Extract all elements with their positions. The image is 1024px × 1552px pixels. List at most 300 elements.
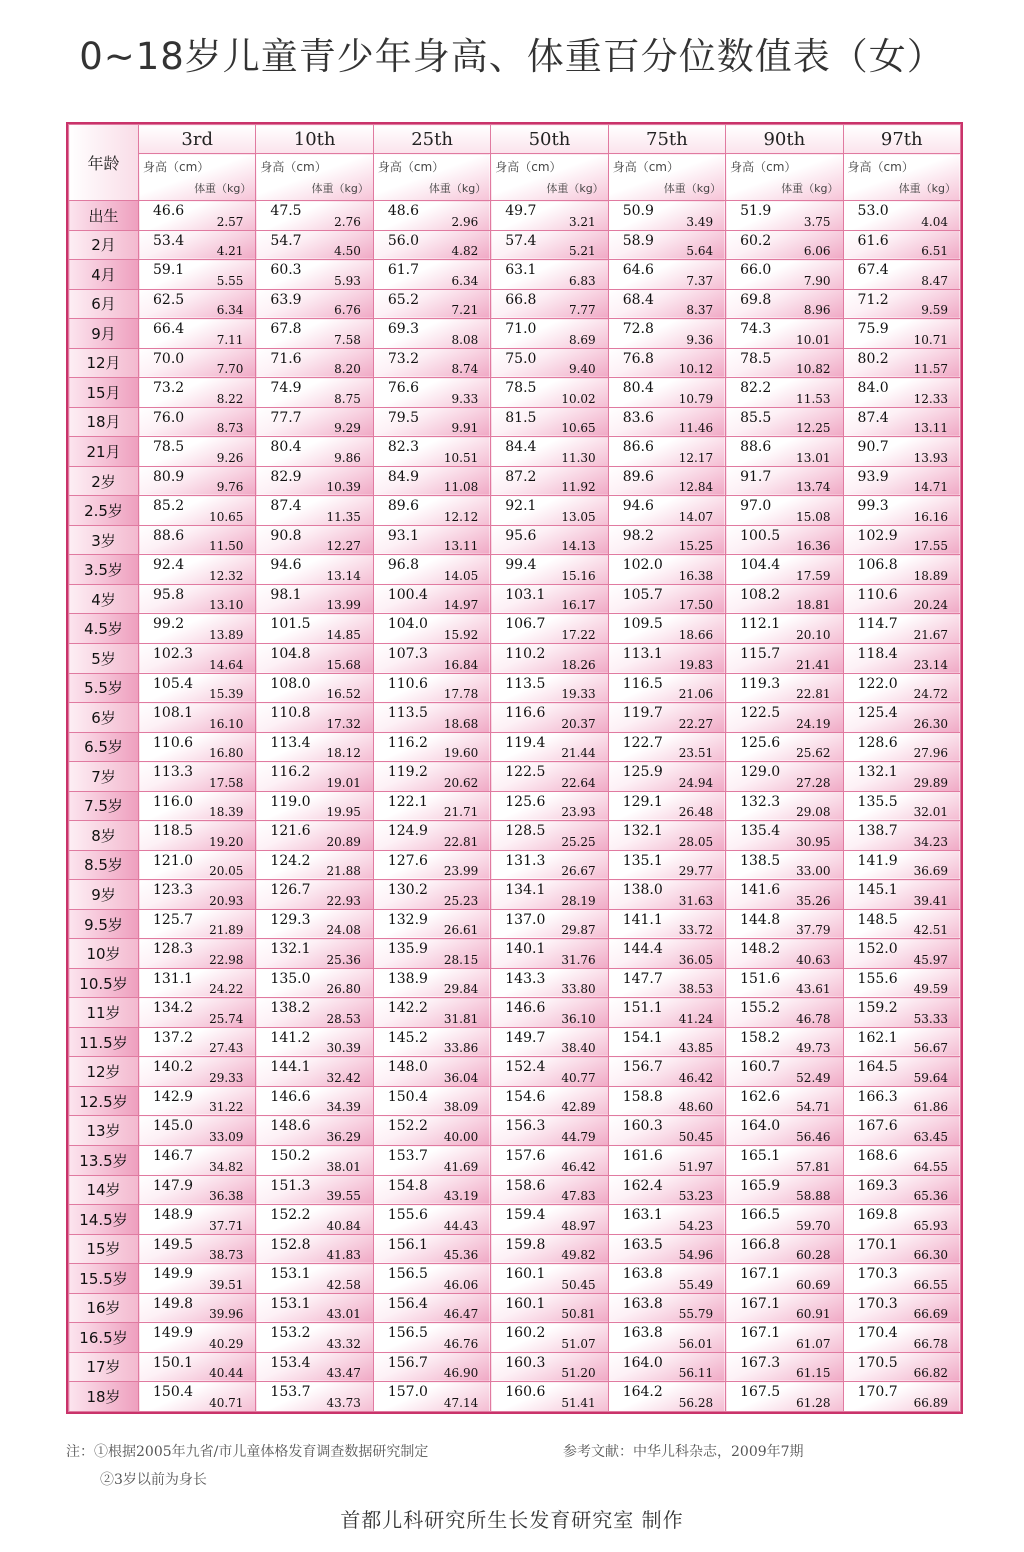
height-value: 160.1	[505, 1266, 546, 1283]
height-value: 148.0	[387, 1059, 428, 1076]
height-value: 135.9	[387, 941, 428, 958]
value-cell	[139, 407, 256, 437]
value-cell	[139, 968, 256, 998]
weight-value: 14.97	[443, 598, 479, 613]
age-cell: 2岁	[69, 466, 139, 496]
height-value: 67.4	[857, 262, 889, 279]
height-value: 128.5	[505, 823, 546, 840]
value-cell	[373, 1175, 490, 1205]
weight-value: 56.46	[796, 1130, 831, 1144]
weight-value: 65.93	[913, 1218, 948, 1233]
weight-value: 10.79	[678, 391, 714, 406]
reference-citation: 参考文献：中华儿科杂志，2009年7期	[563, 1444, 804, 1460]
height-value: 72.8	[622, 321, 654, 338]
age-cell: 5岁	[69, 643, 139, 673]
value-cell	[256, 1205, 373, 1235]
value-cell	[726, 437, 843, 467]
value-cell	[608, 230, 725, 260]
height-value: 135.1	[622, 852, 663, 869]
value-cell	[139, 732, 256, 762]
value-cell	[139, 1086, 256, 1116]
value-cell	[256, 584, 373, 614]
weight-value: 46.76	[443, 1336, 479, 1351]
weight-value: 46.42	[561, 1159, 596, 1174]
weight-value: 9.76	[216, 480, 244, 495]
value-cell	[726, 555, 843, 585]
value-cell	[139, 1146, 256, 1176]
height-value: 163.5	[622, 1236, 663, 1253]
weight-value: 44.43	[443, 1218, 479, 1233]
value-cell	[608, 909, 725, 939]
age-cell: 9月	[69, 319, 139, 349]
weight-value: 15.92	[443, 627, 479, 642]
weight-value: 15.25	[678, 539, 714, 554]
value-cell	[373, 348, 490, 378]
value-cell	[608, 939, 725, 969]
weight-value: 4.50	[334, 244, 361, 259]
age-cell: 2.5岁	[69, 496, 139, 526]
table-row	[69, 1175, 961, 1205]
table-row	[69, 732, 961, 762]
height-value: 66.4	[153, 321, 185, 338]
value-cell	[139, 1027, 256, 1057]
height-value: 132.1	[622, 823, 663, 840]
table-row	[69, 319, 961, 349]
table-row	[69, 525, 961, 555]
height-value: 99.2	[153, 616, 185, 633]
percentile-header-row	[69, 125, 961, 154]
height-value: 110.6	[153, 734, 194, 751]
weight-value: 23.14	[913, 657, 948, 672]
weight-value: 34.23	[913, 834, 948, 849]
weight-value: 16.17	[561, 598, 596, 613]
weight-value: 42.58	[326, 1277, 361, 1292]
table-row	[69, 584, 961, 614]
value-cell	[608, 1205, 725, 1235]
weight-value: 7.21	[451, 303, 479, 318]
value-cell	[608, 762, 725, 792]
height-value: 149.9	[153, 1266, 194, 1283]
height-value: 149.7	[505, 1029, 546, 1046]
height-value: 150.4	[387, 1088, 428, 1105]
value-cell	[843, 260, 960, 290]
height-value: 119.3	[740, 675, 781, 692]
weight-value: 56.01	[678, 1336, 714, 1351]
height-value: 160.6	[505, 1384, 546, 1401]
height-value: 160.7	[740, 1059, 781, 1076]
weight-value: 33.86	[443, 1041, 479, 1056]
value-cell	[256, 1293, 373, 1323]
table-row	[69, 821, 961, 851]
weight-value: 3.49	[686, 214, 714, 229]
value-cell	[608, 1175, 725, 1205]
height-value: 164.5	[857, 1059, 898, 1076]
weight-value: 6.76	[334, 303, 361, 318]
height-value: 80.4	[270, 439, 302, 456]
weight-value: 34.82	[209, 1159, 244, 1174]
weight-value: 32.42	[326, 1070, 361, 1085]
age-cell: 13.5岁	[69, 1146, 139, 1176]
weight-value: 18.68	[443, 716, 479, 731]
weight-value: 21.71	[443, 805, 479, 820]
value-cell	[491, 998, 608, 1028]
value-cell	[256, 1382, 373, 1412]
weight-value: 66.82	[913, 1366, 948, 1381]
value-cell	[373, 998, 490, 1028]
height-value: 154.6	[505, 1088, 546, 1105]
value-cell	[726, 1146, 843, 1176]
weight-value: 21.67	[913, 627, 948, 642]
height-value: 141.6	[740, 882, 781, 899]
weight-value: 20.37	[561, 716, 596, 731]
weight-value: 14.07	[678, 509, 714, 524]
value-cell	[256, 791, 373, 821]
percentile-header: 50th	[491, 125, 608, 154]
weight-value: 13.11	[913, 421, 948, 436]
height-value: 144.4	[622, 941, 663, 958]
weight-value: 13.14	[326, 568, 361, 583]
value-cell	[608, 201, 725, 231]
value-cell	[139, 525, 256, 555]
height-value: 90.8	[270, 527, 302, 544]
height-value: 95.8	[153, 586, 185, 603]
weight-value: 24.72	[913, 687, 948, 702]
height-value: 56.0	[387, 232, 420, 249]
weight-value: 59.70	[796, 1218, 831, 1233]
table-row	[69, 643, 961, 673]
value-cell	[491, 437, 608, 467]
table-row	[69, 1086, 961, 1116]
height-value: 150.4	[153, 1384, 194, 1401]
value-cell	[139, 466, 256, 496]
value-cell	[843, 555, 960, 585]
value-cell	[843, 614, 960, 644]
value-cell	[256, 466, 373, 496]
weight-value: 9.59	[921, 303, 948, 318]
weight-value: 13.89	[209, 627, 244, 642]
value-cell	[726, 791, 843, 821]
age-cell: 15岁	[69, 1234, 139, 1264]
weight-value: 3.21	[568, 214, 596, 229]
percentile-header: 75th	[608, 125, 725, 154]
weight-value: 12.84	[678, 480, 714, 495]
weight-value: 38.73	[209, 1248, 244, 1263]
height-value: 110.8	[270, 705, 311, 722]
weight-value: 51.20	[561, 1366, 596, 1381]
weight-value: 13.10	[209, 598, 244, 613]
value-cell	[726, 1382, 843, 1412]
weight-value: 16.16	[913, 509, 948, 524]
height-value: 119.4	[505, 734, 546, 751]
height-value: 76.8	[622, 350, 654, 367]
height-value: 121.6	[270, 823, 311, 840]
height-value: 73.2	[387, 350, 420, 367]
value-cell	[256, 968, 373, 998]
weight-value: 8.20	[334, 362, 361, 377]
weight-value: 20.93	[209, 893, 244, 908]
value-cell	[608, 1352, 725, 1382]
weight-value: 51.41	[561, 1396, 596, 1410]
weight-value: 21.44	[561, 746, 596, 761]
height-value: 156.5	[387, 1266, 428, 1283]
weight-value: 10.39	[326, 480, 361, 495]
height-value: 91.7	[740, 468, 772, 485]
height-value: 102.0	[622, 557, 663, 574]
height-value: 85.5	[740, 409, 772, 426]
height-value: 166.3	[857, 1088, 898, 1105]
height-label: 身高（cm）	[847, 160, 914, 174]
age-cell: 9.5岁	[69, 909, 139, 939]
weight-value: 40.77	[561, 1070, 596, 1085]
value-cell	[373, 732, 490, 762]
value-cell	[843, 1175, 960, 1205]
height-value: 54.7	[270, 232, 302, 249]
measure-header	[843, 154, 960, 201]
height-value: 82.2	[740, 380, 772, 397]
table-row	[69, 1205, 961, 1235]
value-cell	[491, 968, 608, 998]
value-cell	[491, 348, 608, 378]
height-value: 53.0	[857, 203, 889, 219]
weight-value: 16.36	[796, 539, 831, 554]
value-cell	[373, 584, 490, 614]
value-cell	[491, 319, 608, 349]
height-value: 160.3	[505, 1354, 546, 1371]
value-cell	[726, 821, 843, 851]
value-cell	[139, 1234, 256, 1264]
weight-value: 64.55	[913, 1159, 948, 1174]
height-value: 138.5	[740, 852, 781, 869]
weight-value: 24.19	[796, 716, 831, 731]
value-cell	[843, 378, 960, 408]
height-value: 84.9	[387, 468, 420, 485]
age-cell: 16.5岁	[69, 1323, 139, 1353]
height-value: 138.7	[857, 823, 898, 840]
value-cell	[608, 732, 725, 762]
weight-value: 46.06	[443, 1277, 479, 1292]
age-cell: 5.5岁	[69, 673, 139, 703]
height-value: 104.0	[387, 616, 428, 633]
weight-value: 17.58	[209, 775, 244, 790]
weight-value: 37.79	[796, 923, 831, 938]
weight-value: 22.64	[561, 775, 596, 790]
value-cell	[256, 348, 373, 378]
height-value: 137.2	[153, 1029, 194, 1046]
value-cell	[843, 643, 960, 673]
weight-value: 22.27	[678, 716, 714, 731]
weight-value: 13.01	[796, 450, 831, 465]
weight-value: 31.63	[678, 893, 714, 908]
weight-value: 14.85	[326, 627, 361, 642]
weight-value: 10.12	[678, 362, 714, 377]
value-cell	[843, 1027, 960, 1057]
weight-value: 41.69	[443, 1159, 479, 1174]
weight-label: 体重（kg）	[194, 182, 252, 195]
age-cell: 18岁	[69, 1382, 139, 1412]
height-value: 124.2	[270, 852, 311, 869]
weight-value: 19.33	[561, 687, 596, 702]
value-cell	[491, 1234, 608, 1264]
weight-value: 21.41	[796, 657, 831, 672]
height-value: 170.1	[857, 1236, 898, 1253]
value-cell	[256, 230, 373, 260]
height-value: 71.0	[505, 321, 537, 338]
height-value: 127.6	[387, 852, 428, 869]
weight-value: 12.33	[913, 391, 948, 406]
height-value: 163.8	[622, 1266, 663, 1283]
weight-label: 体重（kg）	[663, 182, 722, 195]
weight-value: 25.62	[796, 746, 831, 761]
value-cell	[256, 1057, 373, 1087]
height-value: 98.2	[622, 527, 654, 544]
weight-value: 22.81	[796, 687, 831, 702]
value-cell	[726, 496, 843, 526]
value-cell	[608, 260, 725, 290]
value-cell	[726, 1057, 843, 1087]
value-cell	[726, 348, 843, 378]
height-value: 151.1	[622, 1000, 663, 1017]
weight-value: 10.02	[561, 391, 596, 406]
weight-value: 20.24	[913, 598, 948, 613]
value-cell	[491, 850, 608, 880]
height-value: 137.0	[505, 911, 546, 928]
weight-value: 40.29	[209, 1336, 244, 1351]
height-value: 154.8	[387, 1177, 428, 1194]
weight-value: 11.50	[209, 539, 244, 554]
height-value: 116.6	[505, 705, 546, 722]
value-cell	[373, 1323, 490, 1353]
height-value: 167.1	[740, 1295, 781, 1312]
height-value: 73.2	[153, 380, 185, 397]
value-cell	[491, 643, 608, 673]
weight-value: 8.96	[803, 303, 831, 318]
value-cell	[726, 998, 843, 1028]
weight-value: 29.77	[678, 864, 714, 879]
height-value: 155.6	[387, 1207, 428, 1224]
age-cell: 3岁	[69, 525, 139, 555]
height-value: 104.4	[740, 557, 781, 574]
weight-value: 7.11	[216, 332, 244, 347]
weight-value: 14.64	[209, 657, 244, 672]
height-value: 156.1	[387, 1236, 428, 1253]
height-value: 122.1	[387, 793, 428, 810]
value-cell	[491, 614, 608, 644]
weight-value: 29.08	[796, 805, 831, 820]
value-cell	[256, 437, 373, 467]
weight-value: 50.45	[561, 1277, 596, 1292]
weight-value: 66.69	[913, 1307, 948, 1322]
value-cell	[608, 1057, 725, 1087]
height-value: 116.0	[153, 793, 194, 810]
weight-value: 31.22	[209, 1100, 244, 1115]
value-cell	[491, 762, 608, 792]
value-cell	[608, 437, 725, 467]
table-row	[69, 880, 961, 910]
weight-value: 11.53	[796, 391, 831, 406]
height-value: 124.9	[387, 823, 428, 840]
value-cell	[726, 762, 843, 792]
height-value: 118.5	[153, 823, 194, 840]
height-value: 148.2	[740, 941, 781, 958]
weight-value: 38.09	[443, 1100, 479, 1115]
weight-value: 61.15	[796, 1366, 831, 1381]
weight-value: 6.83	[568, 273, 596, 288]
age-cell: 7岁	[69, 762, 139, 792]
height-value: 97.0	[740, 498, 772, 515]
value-cell	[608, 1264, 725, 1294]
height-value: 152.2	[387, 1118, 428, 1135]
weight-value: 36.69	[913, 864, 948, 879]
table-row	[69, 466, 961, 496]
weight-value: 33.72	[678, 923, 714, 938]
height-value: 62.5	[153, 291, 185, 308]
weight-value: 25.25	[561, 834, 596, 849]
value-cell	[256, 555, 373, 585]
weight-value: 8.73	[216, 421, 244, 436]
value-cell	[139, 348, 256, 378]
value-cell	[491, 260, 608, 290]
value-cell	[726, 466, 843, 496]
value-cell	[139, 703, 256, 733]
age-cell: 4岁	[69, 584, 139, 614]
height-value: 89.6	[622, 468, 654, 485]
value-cell	[256, 289, 373, 319]
height-value: 146.6	[270, 1088, 311, 1105]
value-cell	[491, 703, 608, 733]
value-cell	[256, 1264, 373, 1294]
value-cell	[726, 673, 843, 703]
height-value: 80.4	[622, 380, 654, 397]
height-value: 68.4	[622, 291, 654, 308]
height-value: 156.4	[387, 1295, 428, 1312]
weight-value: 66.78	[913, 1336, 948, 1351]
height-label: 身高（cm）	[377, 160, 445, 174]
weight-value: 43.32	[326, 1336, 361, 1351]
height-value: 53.4	[153, 232, 185, 249]
weight-value: 60.91	[796, 1307, 831, 1322]
age-cell: 6月	[69, 289, 139, 319]
weight-value: 15.08	[796, 509, 831, 524]
value-cell	[256, 732, 373, 762]
height-value: 119.7	[622, 705, 663, 722]
table-row	[69, 614, 961, 644]
weight-value: 20.89	[326, 834, 361, 849]
value-cell	[139, 791, 256, 821]
height-value: 87.2	[505, 468, 537, 485]
weight-value: 29.89	[913, 775, 948, 790]
weight-value: 66.89	[913, 1396, 948, 1410]
age-cell: 11岁	[69, 998, 139, 1028]
value-cell	[491, 201, 608, 231]
value-cell	[726, 643, 843, 673]
height-value: 170.3	[857, 1266, 898, 1283]
weight-value: 59.64	[913, 1070, 948, 1085]
value-cell	[726, 1323, 843, 1353]
height-value: 151.6	[740, 970, 781, 987]
value-cell	[373, 791, 490, 821]
weight-value: 47.14	[443, 1396, 479, 1410]
weight-value: 33.09	[209, 1130, 244, 1144]
value-cell	[491, 1027, 608, 1057]
weight-value: 24.22	[209, 982, 244, 997]
value-cell	[491, 1382, 608, 1412]
height-value: 146.7	[153, 1148, 194, 1164]
height-value: 63.9	[270, 291, 302, 308]
height-value: 155.6	[857, 970, 898, 987]
weight-value: 13.74	[796, 480, 831, 495]
height-value: 78.5	[505, 380, 537, 397]
height-value: 61.7	[387, 262, 420, 279]
